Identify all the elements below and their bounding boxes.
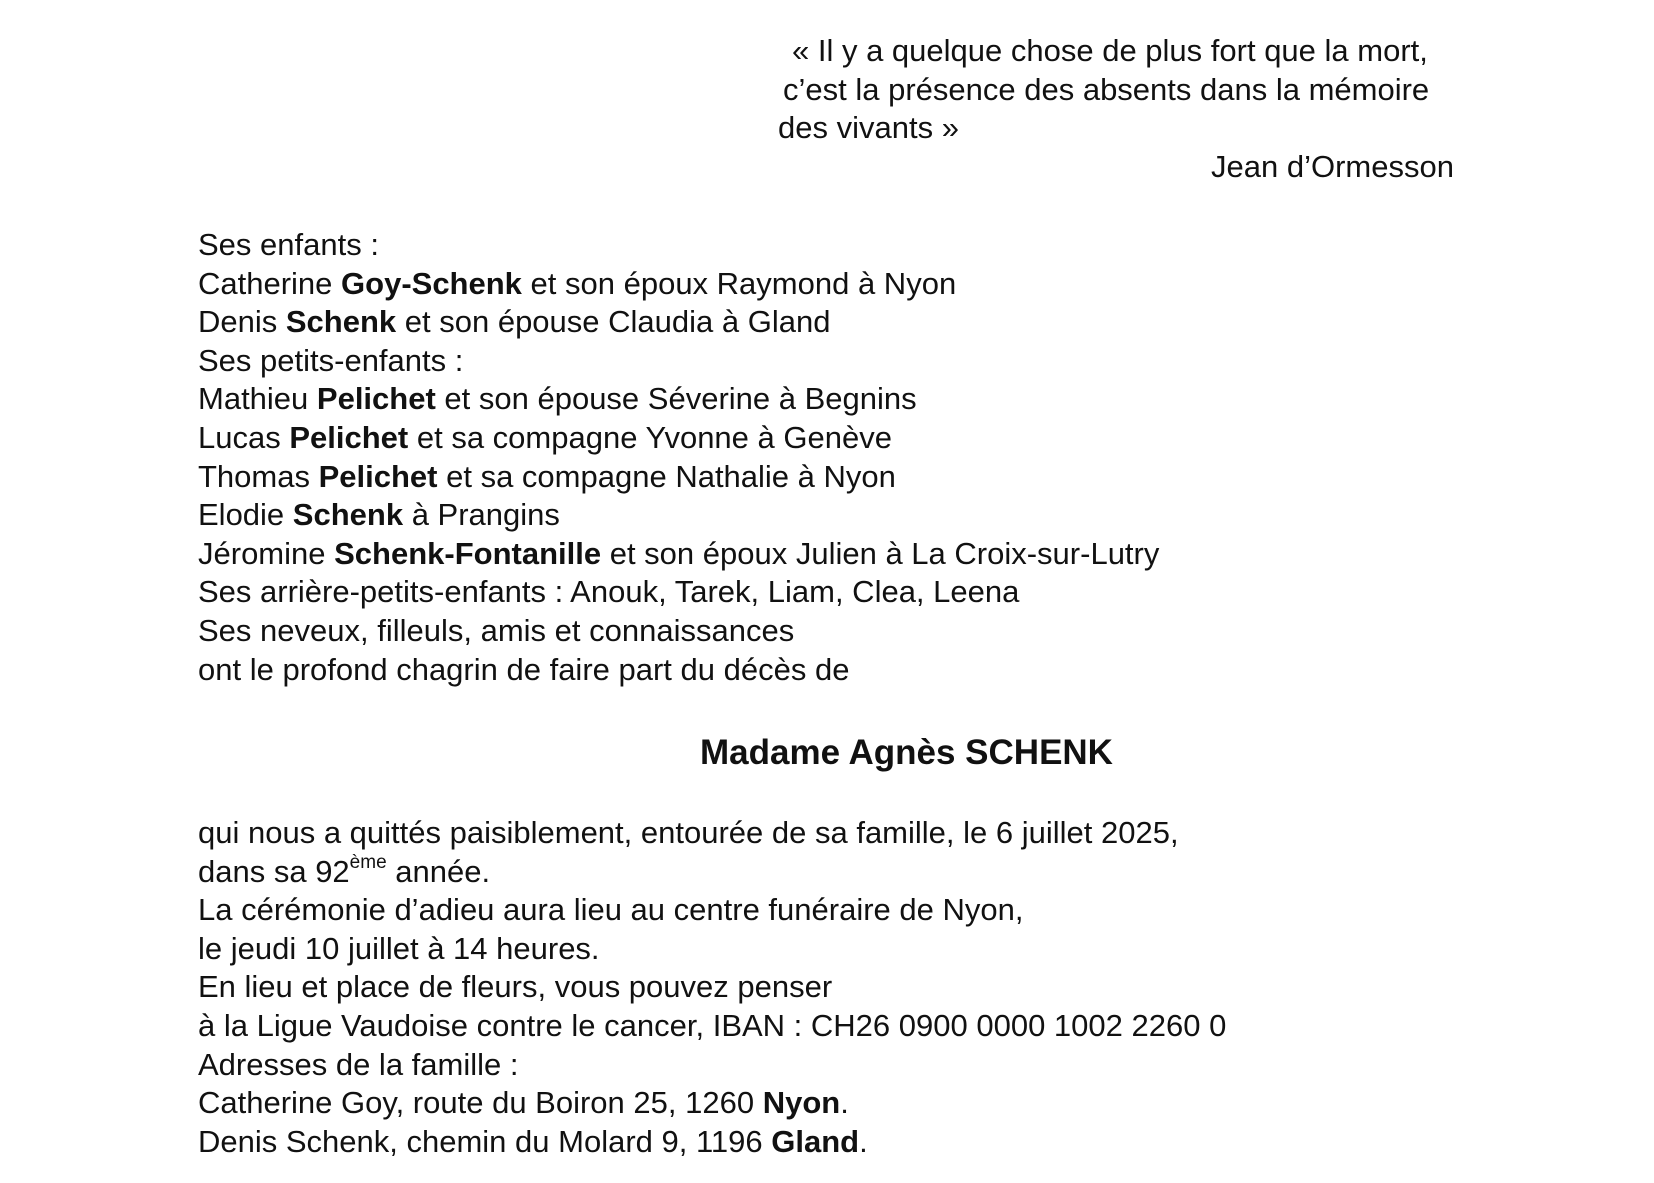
- details-line: qui nous a quittés paisiblement, entourée de sa famille, le 6 juillet 2025,: [198, 815, 1179, 850]
- details-line: dans sa 92ème année.: [198, 852, 491, 889]
- ceremony-details: [198, 814, 1226, 1161]
- family-member-line: Jéromine Schenk-Fontanille et son époux Julien à La Croix-sur-Lutry: [198, 535, 1160, 571]
- family-member-line: Thomas Pelichet et sa compagne Nathalie à Nyon: [198, 458, 896, 494]
- grandchildren-heading: Ses petits-enfants :: [198, 342, 464, 378]
- address-line: Catherine Goy, route du Boiron 25, 1260 Nyon.: [198, 1085, 849, 1121]
- quote-author: Jean d’Ormesson: [1211, 149, 1454, 184]
- addresses-heading: Adresses de la famille :: [198, 1046, 519, 1082]
- deceased-name: Madame Agnès SCHENK: [700, 733, 1113, 772]
- family-member-line: Catherine Goy-Schenk et son époux Raymond à Nyon: [198, 265, 957, 301]
- family-member-line: Lucas Pelichet et sa compagne Yvonne à Genève: [198, 419, 892, 455]
- family-member-line: Denis Schenk et son épouse Claudia à Gland: [198, 304, 831, 340]
- details-line: En lieu et place de fleurs, vous pouvez penser: [198, 969, 833, 1005]
- details-line: La cérémonie d’adieu aura lieu au centre funéraire de Nyon,: [198, 892, 1024, 928]
- great-grandchildren-line: Ses arrière-petits-enfants : Anouk, Tarek, Liam, Clea, Leena: [198, 574, 1020, 610]
- family-member-line: Mathieu Pelichet et son épouse Séverine à Begnins: [198, 381, 917, 417]
- quote-line-1: « Il y a quelque chose de plus fort que la mort,: [792, 33, 1428, 68]
- quote-line-2: c’est la présence des absents dans la mémoire: [783, 71, 1430, 107]
- address-line: Denis Schenk, chemin du Molard 9, 1196 Gland.: [198, 1123, 868, 1159]
- donation-line: à la Ligue Vaudoise contre le cancer, IBAN : CH26 0900 0000 1002 2260 0: [198, 1007, 1227, 1043]
- family-member-line: Elodie Schenk à Prangins: [198, 497, 560, 533]
- children-heading: Ses enfants :: [198, 227, 379, 262]
- quote-line-3: des vivants »: [778, 110, 959, 145]
- details-line: le jeudi 10 juillet à 14 heures.: [198, 930, 600, 966]
- announcement-line: ont le profond chagrin de faire part du décès de: [198, 651, 850, 687]
- others-line: Ses neveux, filleuls, amis et connaissances: [198, 612, 795, 648]
- family-list: [198, 226, 1159, 689]
- epigraph-quote: [778, 32, 1498, 184]
